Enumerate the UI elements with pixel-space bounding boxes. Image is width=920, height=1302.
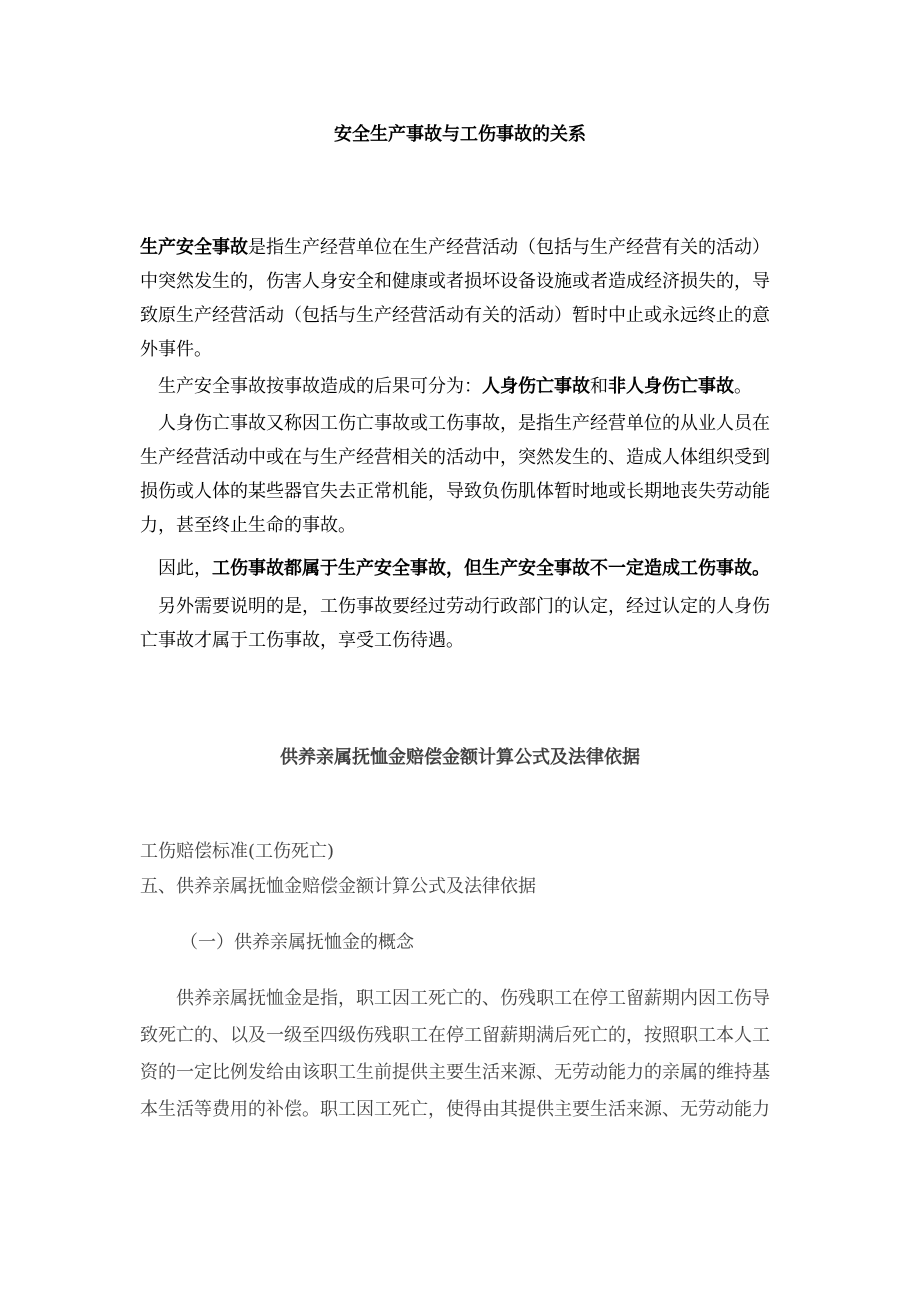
paragraph-line: 致原生产经营活动（包括与生产经营活动有关的活动）暂时中止或永远终止的意 [140,305,770,326]
text-span: 因此， [158,558,212,579]
paragraph-line: 亡事故才属于工伤事故，享受工伤待遇。 [140,630,464,651]
bold-span: 非人身伤亡事故 [608,376,734,397]
paragraph-line: 本生活等费用的补偿。职工因工死亡，使得由其提供主要生活来源、无劳动能力 [140,1099,770,1120]
heading-line: 工伤赔偿标准(工伤死亡) [140,841,335,862]
paragraph-line: 力，甚至终止生命的事故。 [140,515,356,536]
text-span: 。 [734,376,752,397]
paragraph-line: 外事件。 [140,339,212,360]
bold-span: 工伤事故都属于生产安全事故，但生产安全事故不一定造成工伤事故。 [212,558,770,579]
paragraph-line: 致死亡的、以及一级至四级伤残职工在停工留薪期满后死亡的，按照职工本人工 [140,1025,770,1046]
text-span: 是指生产经营单位在生产经营活动（包括与生产经营有关的活动） [248,237,770,258]
paragraph-line: 供养亲属抚恤金是指，职工因工死亡的、伤残职工在停工留薪期内因工伤导 [176,988,770,1009]
subheading-line: （一）供养亲属抚恤金的概念 [180,932,414,953]
text-span: 生产安全事故按事故造成的后果可分为： [158,376,482,397]
bold-span: 人身伤亡事故 [482,376,590,397]
heading-line: 五、供养亲属抚恤金赔偿金额计算公式及法律依据 [140,876,536,897]
term-bold: 生产安全事故 [140,237,248,258]
paragraph-line: 损伤或人体的某些器官失去正常机能，导致负伤肌体暂时地或长期地丧失劳动能 [140,481,770,502]
paragraph-line: 中突然发生的，伤害人身安全和健康或者损坏设备设施或者造成经济损失的，导 [140,271,770,292]
section1-title: 安全生产事故与工伤事故的关系 [334,124,586,145]
paragraph-line [158,554,808,584]
section2-title: 供养亲属抚恤金赔偿金额计算公式及法律依据 [280,747,640,768]
paragraph-line: 生产经营活动中或在与生产经营相关的活动中，突然发生的、造成人体组织受到 [140,447,770,468]
paragraph-line: 人身伤亡事故又称因工伤亡事故或工伤事故，是指生产经营单位的从业人员在 [158,413,770,434]
text-span: 和 [590,376,608,397]
paragraph-line [140,233,790,263]
paragraph-line: 资的一定比例发给由该职工生前提供主要生活来源、无劳动能力的亲属的维持基 [140,1062,770,1083]
paragraph-line [158,372,808,402]
paragraph-line: 另外需要说明的是，工伤事故要经过劳动行政部门的认定，经过认定的人身伤 [158,596,770,617]
